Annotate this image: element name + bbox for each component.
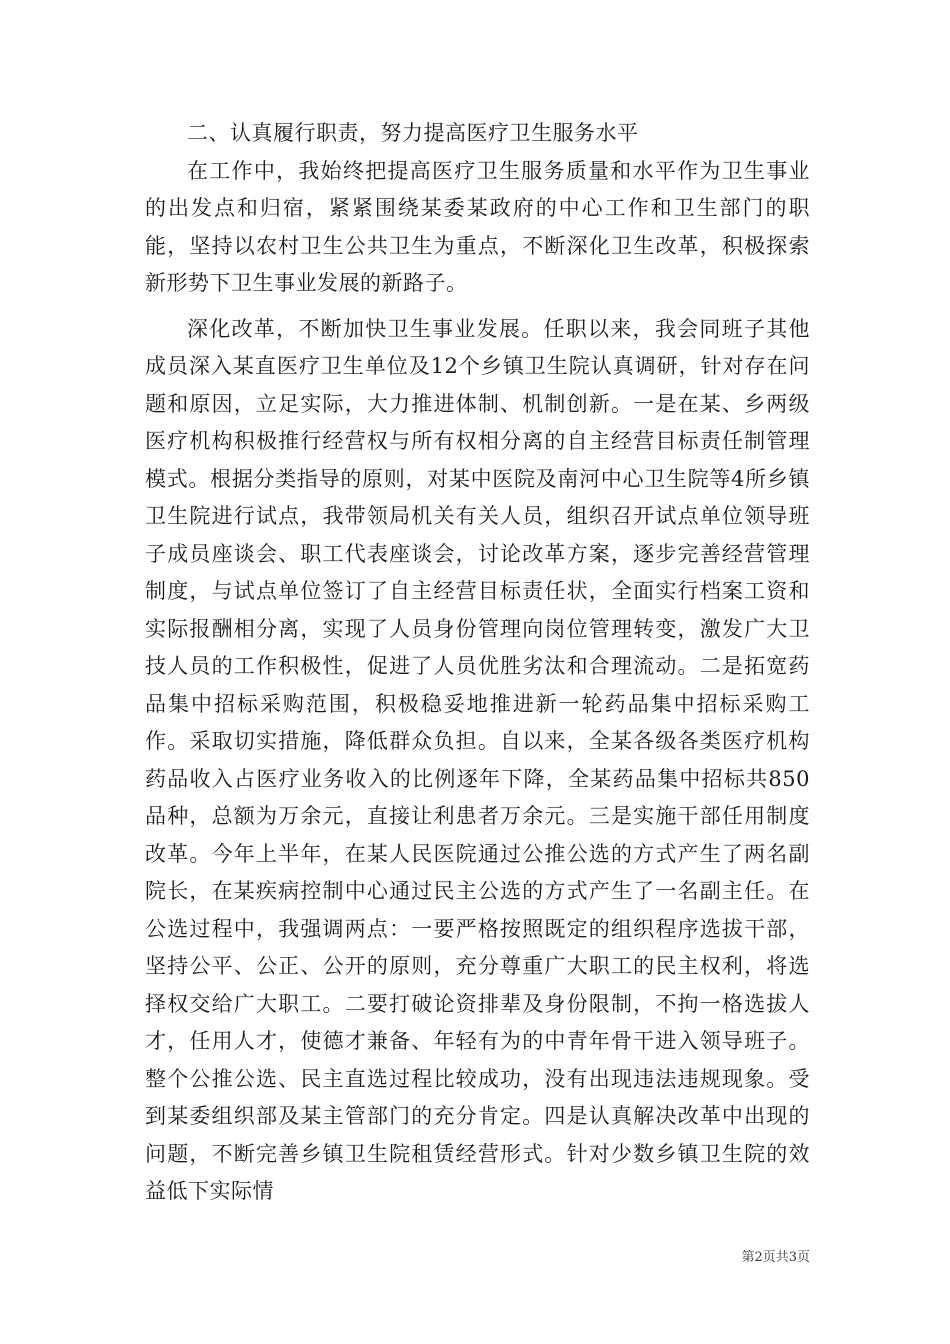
section-heading: 二、认真履行职责，努力提高医疗卫生服务水平 [187, 121, 639, 145]
page-number: 第2页共3页 [741, 1250, 810, 1265]
paragraph-reform: 深化改革，不断加快卫生事业发展。任职以来，我会同班子其他成员深入某直医疗卫生单位及12个乡镇卫生院认真调研，针对存在问题和原因，立足实际，大力推进体制、机制创新。一是在某、乡两级医疗机构积极推行经营权与所有权相分离的自主经营目标责任制管理模式。根据分类指导的原则，对某中医院及南河中心卫生院等4所乡镇卫生院进行试点，我带领局机关有关人员，组织召开试点单位领导班子成员座谈会、职工代表座谈会，讨论改革方案，逐步完善经营管理制度，与试点单位签订了自主经营目标责任状，全面实行档案工资和实际报酬相分离，实现了人员身份管理向岗位管理转变，激发广大卫技人员的工作积极性，促进了人员优胜劣汰和合理流动。二是拓宽药品集中招标采购范围，积极稳妥地推进新一轮药品集中招标采购工作。采取切实措施，降低群众负担。自以来，全某各级各类医疗机构药品收入占医疗业务收入的比例逐年下降，全某药品集中招标共850品种，总额为万余元，直接让利患者万余元。三是实施干部任用制度改革。今年上半年，在某人民医院通过公推公选的方式产生了两名副院长，在某疾病控制中心通过民主公选的方式产生了一名副主任。在公选过程中，我强调两点：一要严格按照既定的组织程序选拔干部，坚持公平、公正、公开的原则，充分尊重广大职工的民主权利，将选择权交给广大职工。二要打破论资排辈及身份限制，不拘一格选拔人才，任用人才，使德才兼备、年轻有为的中青年骨干进入领导班子。整个公推公选、民主直选过程比较成功，没有出现违法违规现象。受到某委组织部及某主管部门的充分肯定。四是认真解决改革中出现的问题，不断完善乡镇卫生院租赁经营形式。针对少数乡镇卫生院的效益低下实际情 [145, 316, 810, 1203]
document-body [145, 115, 810, 1211]
paragraph-intro: 在工作中，我始终把提高医疗卫生服务质量和水平作为卫生事业的出发点和归宿，紧紧围绕某委某政府的中心工作和卫生部门的职能，坚持以农村卫生公共卫生为重点，不断深化卫生改革，积极探索新形势下卫生事业发展的新路子。 [145, 158, 810, 295]
